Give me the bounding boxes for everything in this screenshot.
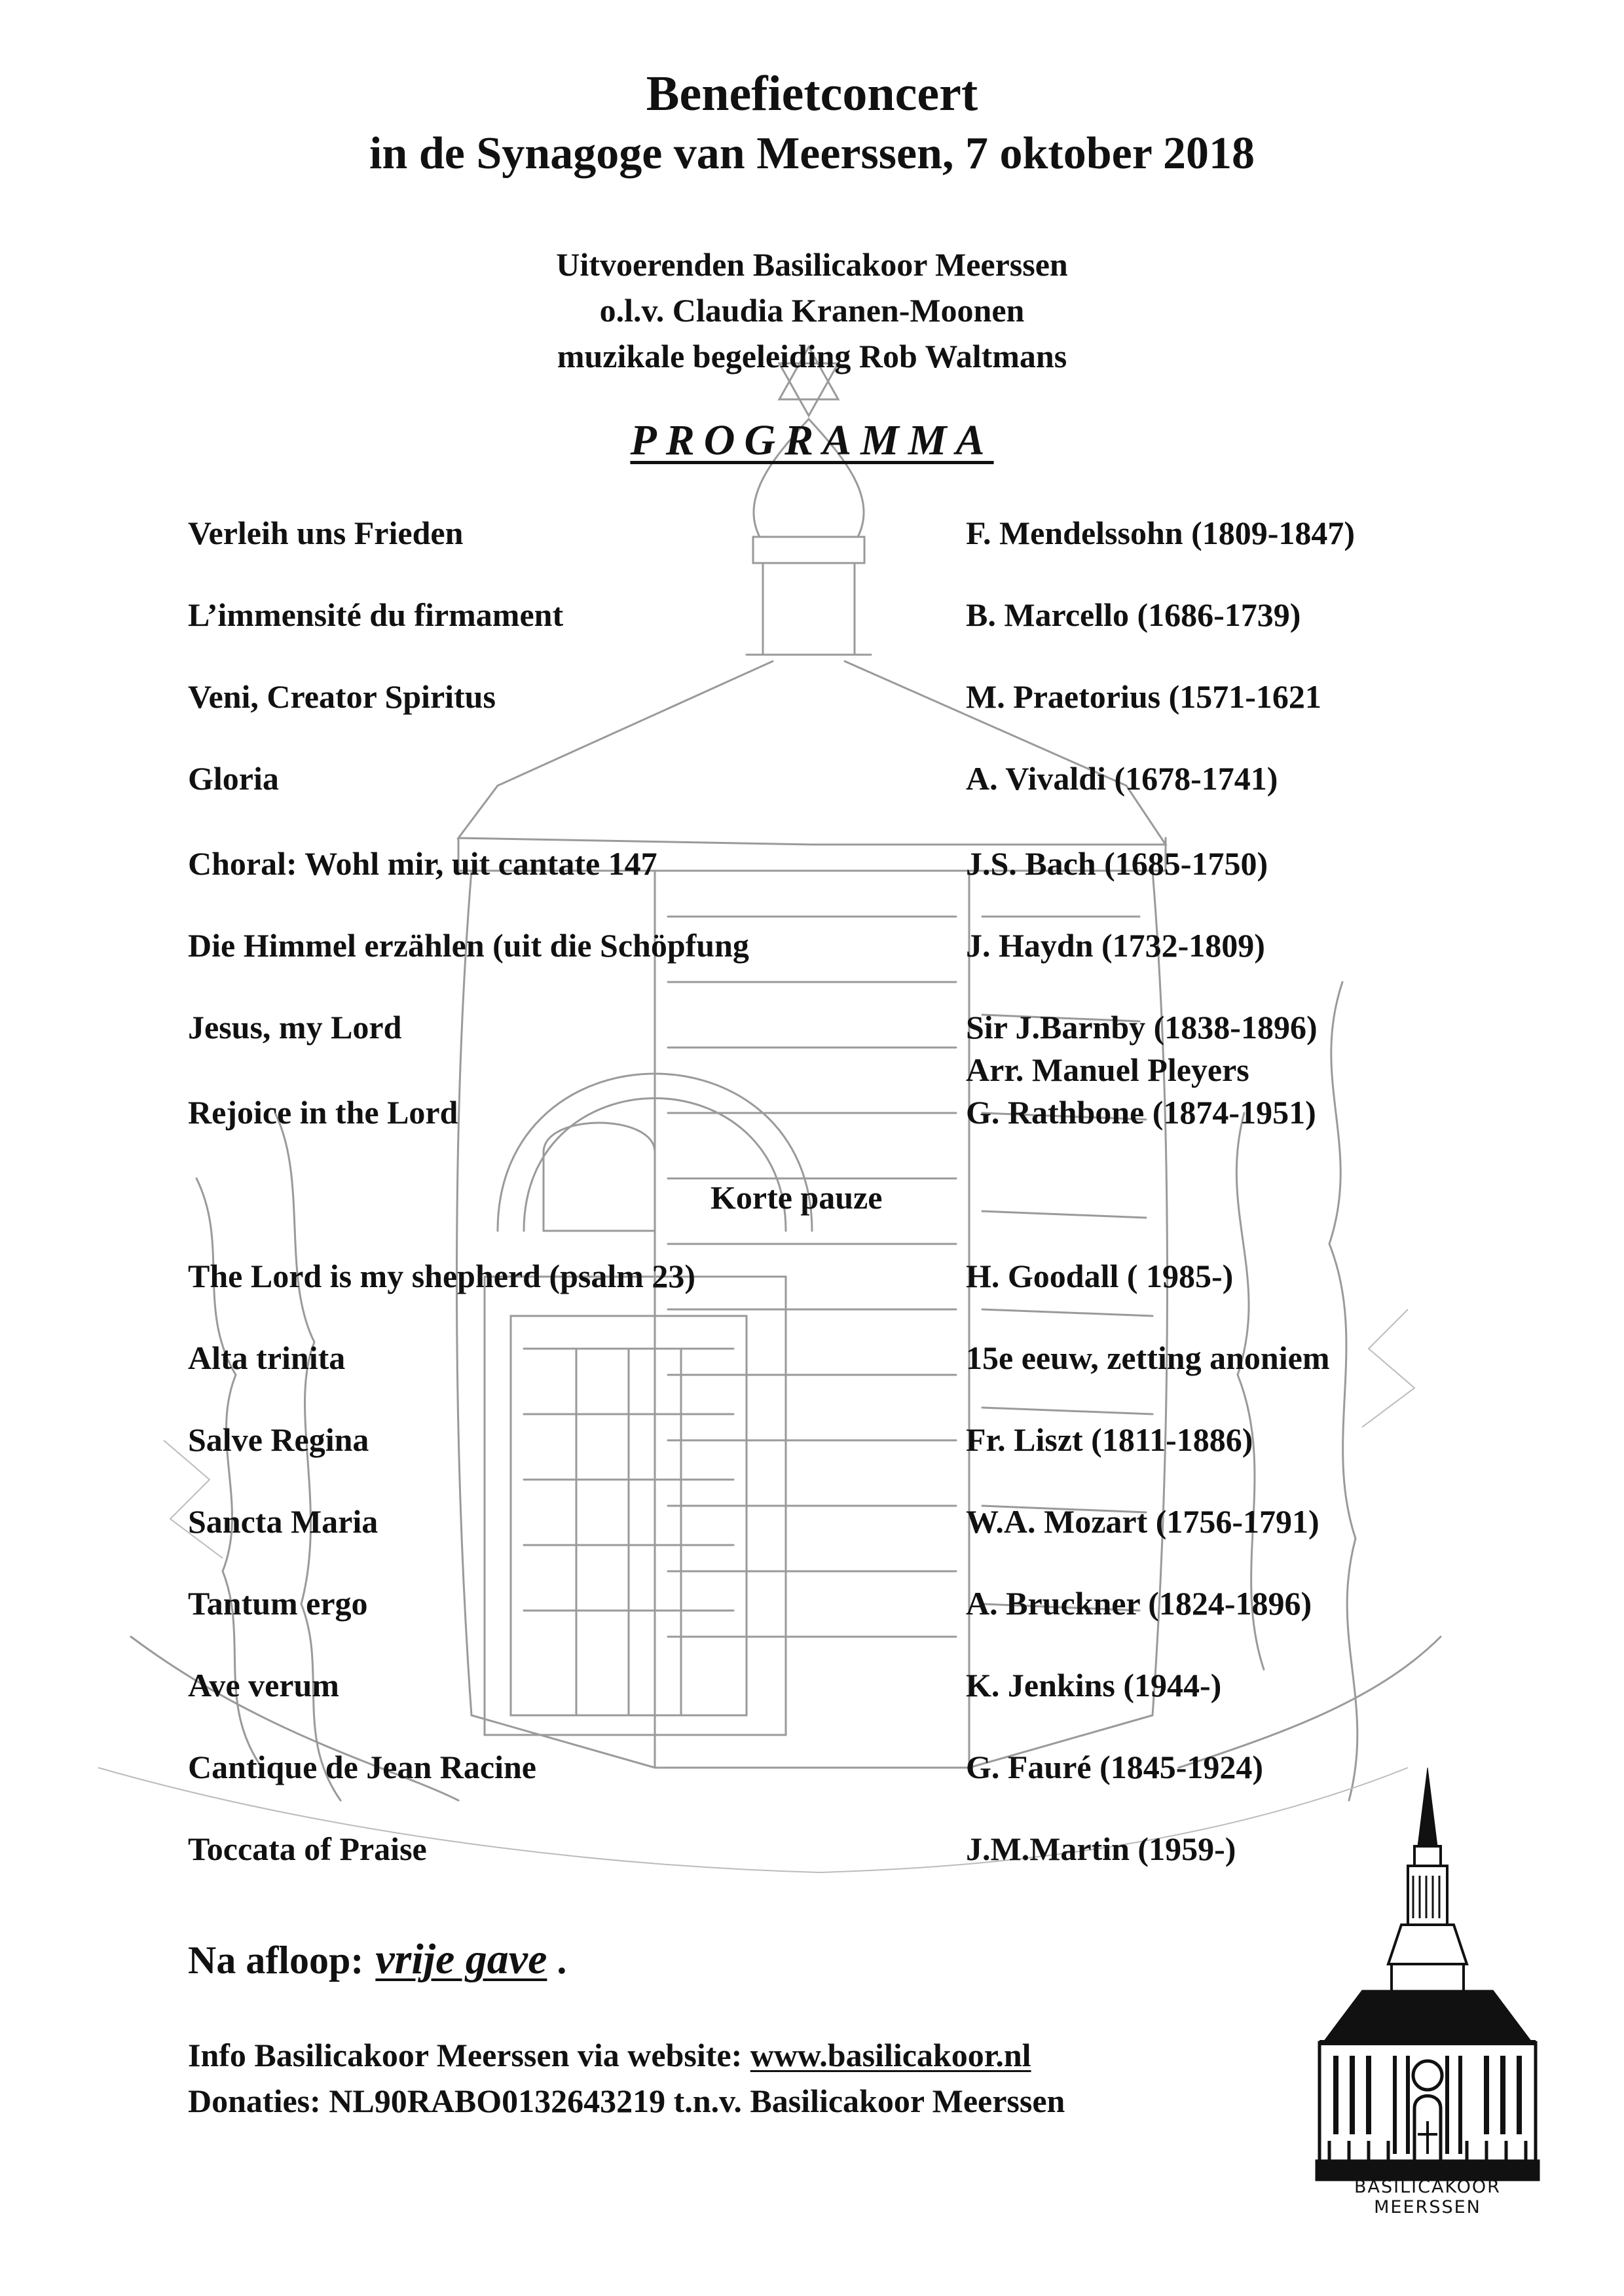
program-composer: M. Praetorius (1571-1621 [966, 678, 1321, 715]
info-label: Info Basilicakoor Meerssen via website: [188, 2037, 750, 2073]
program-title: Alta trinita [188, 1339, 346, 1376]
website-link[interactable]: www.basilicakoor.nl [750, 2037, 1031, 2073]
program-composer: G. Rathbone (1874-1951) [966, 1094, 1316, 1131]
program-composer: 15e eeuw, zetting anoniem [966, 1339, 1330, 1376]
program-composer: Sir J.Barnby (1838-1896) [966, 1009, 1318, 1046]
conductor-line: o.l.v. Claudia Kranen-Moonen [599, 292, 1025, 329]
program-composer: B. Marcello (1686-1739) [966, 596, 1301, 633]
program-title: Gloria [188, 760, 279, 797]
info-line [188, 2036, 1031, 2074]
program-title: The Lord is my shepherd (psalm 23) [188, 1258, 696, 1294]
program-composer: A. Bruckner (1824-1896) [966, 1585, 1312, 1622]
program-heading-text: PROGRAMMA [630, 416, 994, 464]
program-title: Toccata of Praise [188, 1831, 427, 1867]
program-composer: Fr. Liszt (1811-1886) [966, 1421, 1253, 1458]
program-title: L’immensité du firmament [188, 596, 564, 633]
program-heading [0, 416, 1624, 465]
program-composer: G. Fauré (1845-1924) [966, 1749, 1264, 1785]
performers-line: Uitvoerenden Basilicakoor Meerssen [556, 246, 1068, 283]
program-arranger: Arr. Manuel Pleyers [966, 1051, 1249, 1088]
program-title: Salve Regina [188, 1421, 369, 1458]
program-title: Verleih uns Frieden [188, 515, 464, 551]
program-composer: J.M.Martin (1959-) [966, 1831, 1236, 1867]
gift-period: . [557, 1939, 567, 1982]
donations-line: Donaties: NL90RABO0132643219 t.n.v. Basilicakoor Meerssen [188, 2083, 1065, 2119]
program-composer: J. Haydn (1732-1809) [966, 927, 1265, 964]
program-title: Die Himmel erzählen (uit die Schöpfung [188, 927, 749, 964]
intermission: Korte pauze [710, 1179, 883, 1216]
program-title: Choral: Wohl mir, uit cantate 147 [188, 845, 657, 882]
free-gift: vrije gave [375, 1935, 547, 1983]
concert-title: Benefietconcert [646, 66, 978, 121]
program-title: Cantique de Jean Racine [188, 1749, 536, 1785]
accompaniment-line: muzikale begeleiding Rob Waltmans [557, 338, 1067, 374]
program-composer: K. Jenkins (1944-) [966, 1667, 1222, 1704]
program-title: Sancta Maria [188, 1503, 378, 1540]
logo-text: BASILICAKOOR MEERSSEN [1354, 2177, 1501, 2217]
program-title: Veni, Creator Spiritus [188, 678, 496, 715]
basilica-logo-icon [1310, 1768, 1545, 2193]
program-composer: F. Mendelssohn (1809-1847) [966, 515, 1356, 551]
program-title: Jesus, my Lord [188, 1009, 402, 1046]
after-concert-line [188, 1935, 566, 1984]
program-composer: A. Vivaldi (1678-1741) [966, 760, 1278, 797]
program-composer: W.A. Mozart (1756-1791) [966, 1503, 1320, 1540]
concert-subtitle: in de Synagoge van Meerssen, 7 oktober 2018 [369, 128, 1255, 179]
program-title: Rejoice in the Lord [188, 1094, 458, 1131]
program-title: Tantum ergo [188, 1585, 368, 1622]
program-composer: H. Goodall ( 1985-) [966, 1258, 1234, 1294]
program-composer: J.S. Bach (1685-1750) [966, 845, 1268, 882]
program-title: Ave verum [188, 1667, 339, 1704]
after-label: Na afloop: [188, 1939, 364, 1982]
